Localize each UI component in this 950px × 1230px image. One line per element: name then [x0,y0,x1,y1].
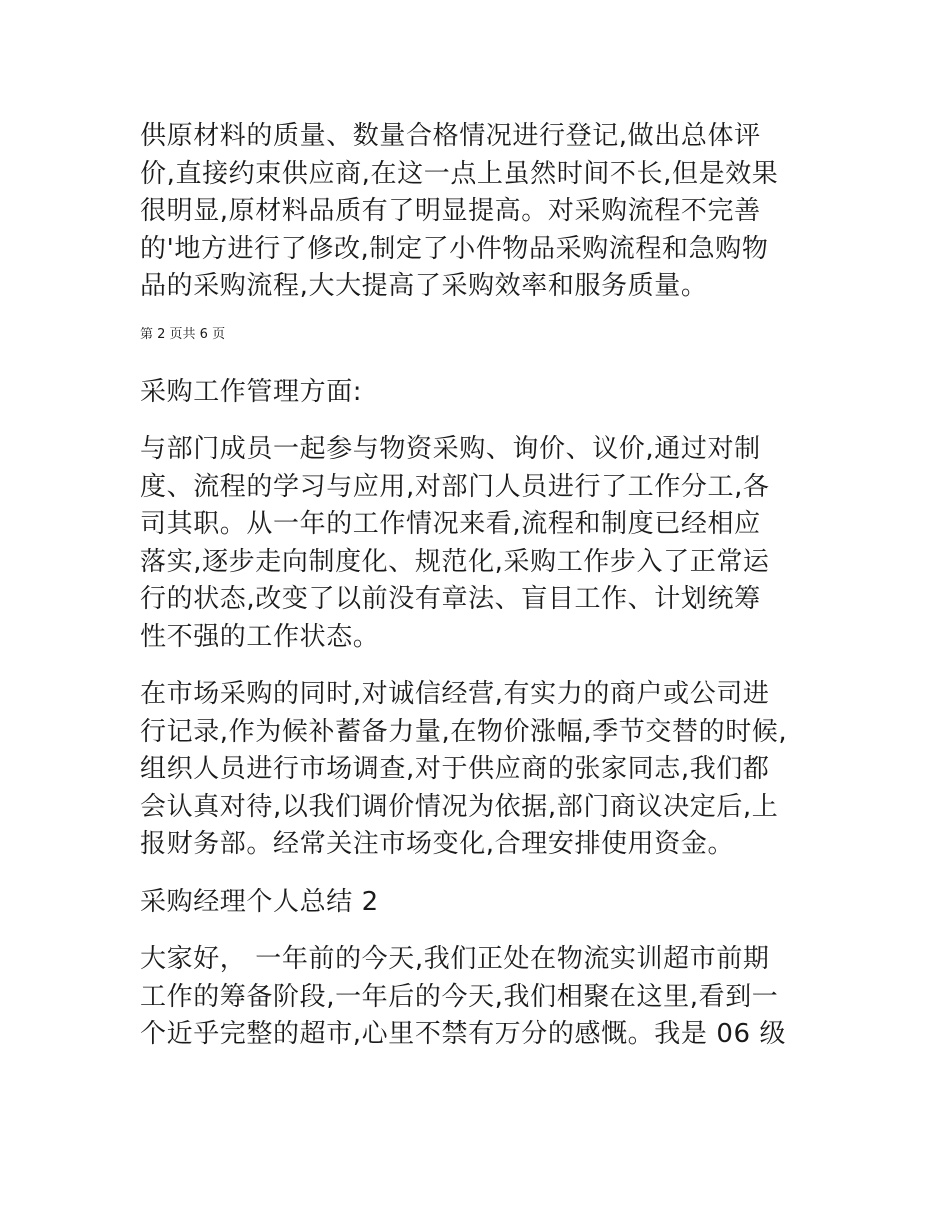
document-page [140,118,820,1074]
text-line: 价,直接约束供应商,在这一点上虽然时间不长,但是效果 [140,158,779,189]
text-line: 与部门成员一起参与物资采购、询价、议价,通过对制 [140,434,761,464]
section-heading-management: 采购工作管理方面: [140,376,363,407]
paragraph-market-purchase [140,676,820,864]
section-heading-summary-2: 采购经理个人总结 2 [140,886,379,917]
text-line: 报财务部。经常关注市场变化,合理安排使用资金。 [140,829,735,859]
text-line: 行记录,作为候补蓄备力量,在物价涨幅,季节交替的时候, [140,716,788,747]
text-line: 大家好， 一年前的今天,我们正处在物流实训超市前期 [140,944,770,974]
text-line: 性不强的工作状态。 [140,621,380,652]
text-line: 的'地方进行了修改,制定了小件物品采购流程和急购物 [140,233,769,264]
text-line: 司其职。从一年的工作情况来看,流程和制度已经相应 [140,509,761,539]
text-line: 组织人员进行市场调查,对于供应商的张家同志,我们都 [140,754,770,784]
text-line: 度、流程的学习与应用,对部门人员进行了工作分工,各 [140,471,770,502]
text-line: 个近乎完整的超市,心里不禁有万分的感慨。我是 06 级 [140,1019,787,1049]
text-line: 品的采购流程,大大提高了采购效率和服务质量。 [140,271,708,301]
text-line: 会认真对待,以我们调价情况为依据,部门商议决定后,上 [140,791,779,822]
page-footer: 第 2 页共 6 页 [140,326,226,342]
text-line: 落实,逐步走向制度化、规范化,采购工作步入了正常运 [140,546,770,577]
text-line: 工作的筹备阶段,一年后的今天,我们相聚在这里,看到一 [140,981,779,1012]
text-line: 行的状态,改变了以前没有章法、盲目工作、计划统筹 [140,584,761,614]
text-line: 在市场采购的同时,对诚信经营,有实力的商户或公司进 [140,679,770,709]
paragraph-greeting [140,941,820,1054]
text-line: 很明显,原材料品质有了明显提高。对采购流程不完善 [140,196,761,226]
paragraph-team-work [140,431,820,656]
text-line: 供原材料的质量、数量合格情况进行登记,做出总体评 [140,121,761,151]
paragraph-quality-registration [140,118,820,306]
